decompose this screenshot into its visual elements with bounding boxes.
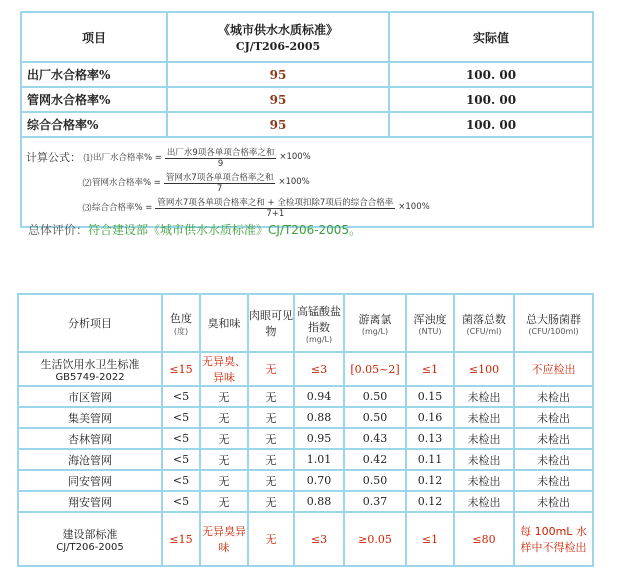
row-value: 无	[248, 449, 294, 470]
standard-value: 每 100mL 水样中不得检出	[514, 512, 593, 566]
col-header	[294, 294, 344, 352]
row-standard: 95	[167, 87, 389, 112]
row-value: 0.12	[406, 491, 454, 512]
standard-name-text: 建设部标准	[62, 527, 118, 541]
row-value: 未检出	[514, 491, 593, 512]
standard-value: 无异臭、异味	[200, 352, 248, 386]
formula-cell	[21, 137, 593, 227]
col-header	[454, 294, 514, 352]
row-value: 0.50	[344, 386, 406, 407]
standard-value: ≤1	[406, 352, 454, 386]
col-header-name: 肉眼可见物	[249, 309, 293, 338]
row-value: 0.43	[344, 428, 406, 449]
standard-value: ≤100	[454, 352, 514, 386]
formula-label: 计算公式：	[26, 151, 81, 164]
col-header-name: 游离氯	[358, 312, 392, 326]
standard-value: [0.05~2]	[344, 352, 406, 386]
header-actual: 实际值	[389, 12, 593, 62]
row-standard: 95	[167, 62, 389, 87]
row-value: <5	[162, 386, 200, 407]
formula-fraction	[155, 196, 395, 219]
standard-code: GB5749-2022	[55, 371, 125, 383]
row-value: 未检出	[514, 386, 593, 407]
row-name: 综合合格率%	[21, 112, 167, 137]
formula-prefix: 综合合格率% =	[92, 203, 153, 213]
table-row	[21, 62, 593, 87]
row-value: 无	[248, 386, 294, 407]
row-actual: 100. 00	[389, 62, 593, 87]
formula-suffix: ×100%	[278, 177, 310, 187]
row-value: 无	[248, 470, 294, 491]
formula-index: ⑵	[82, 178, 92, 189]
col-header-name: 总大肠菌群	[526, 312, 581, 326]
formula-suffix: ×100%	[398, 202, 430, 212]
formula-numerator: 管网水7项各单项合格率之和 + 全检项扣除7项后的综合合格率	[157, 197, 394, 208]
formula-suffix: ×100%	[279, 152, 311, 162]
col-header	[344, 294, 406, 352]
row-value: 0.13	[406, 428, 454, 449]
standard-name-text: 生活饮用水卫生标准	[40, 357, 140, 371]
formula-line-2	[82, 171, 588, 194]
row-value: 无	[200, 386, 248, 407]
formula-fraction	[164, 171, 275, 194]
evaluation-text: 符合建设部《城市供水水质标准》CJ/T206-2005。	[88, 223, 362, 237]
overall-evaluation	[28, 221, 361, 238]
table-row	[18, 470, 593, 491]
row-value: 未检出	[454, 386, 514, 407]
row-value: 0.50	[344, 407, 406, 428]
formula-prefix: 出厂水合格率% =	[93, 153, 162, 163]
formula-fraction	[165, 146, 276, 169]
standard-name	[18, 352, 162, 386]
standard-value: ≤1	[406, 512, 454, 566]
row-value: 0.95	[294, 428, 344, 449]
col-header-unit: (CFU/100ml)	[528, 326, 579, 336]
standard-name	[18, 512, 162, 566]
row-value: 0.42	[344, 449, 406, 470]
row-value: <5	[162, 407, 200, 428]
row-value: 无	[200, 449, 248, 470]
col-header	[200, 294, 248, 352]
col-header-name: 臭和味	[207, 317, 241, 330]
row-value: 未检出	[514, 449, 593, 470]
standard-value: 无	[248, 512, 294, 566]
row-value: 0.12	[406, 470, 454, 491]
col-header-unit: (NTU)	[418, 326, 442, 336]
row-value: 1.01	[294, 449, 344, 470]
row-value: 0.50	[344, 470, 406, 491]
standard-code: CJ/T206-2005	[56, 541, 124, 553]
standard-row	[18, 352, 593, 386]
table-row	[18, 449, 593, 470]
table-row	[18, 407, 593, 428]
table-row	[21, 112, 593, 137]
row-value: 0.11	[406, 449, 454, 470]
row-value: 无	[200, 470, 248, 491]
col-header-name: 浑浊度	[413, 312, 447, 326]
col-header	[514, 294, 593, 352]
formula-numerator: 出厂水9项各单项合格率之和	[166, 147, 275, 158]
row-value: <5	[162, 491, 200, 512]
row-name: 出厂水合格率%	[21, 62, 167, 87]
formula-denominator: 7	[216, 183, 223, 194]
analysis-table	[17, 293, 594, 567]
formula-line-1	[26, 146, 588, 169]
standard-value: ≤15	[162, 512, 200, 566]
col-header-name: 高锰酸盐指数	[297, 304, 341, 334]
row-value: 未检出	[454, 491, 514, 512]
header-item: 项目	[21, 12, 167, 62]
standard-row	[18, 512, 593, 566]
col-header-unit: (mg/L)	[305, 334, 333, 344]
col-header-name: 菌落总数	[462, 312, 506, 326]
col-header-name: 分析项目	[68, 317, 112, 330]
row-value: 无	[248, 428, 294, 449]
row-name: 杏林管网	[18, 428, 162, 449]
row-value: 无	[200, 407, 248, 428]
row-value: 0.88	[294, 407, 344, 428]
row-actual: 100. 00	[389, 112, 593, 137]
row-name: 管网水合格率%	[21, 87, 167, 112]
standard-value: 不应检出	[514, 352, 593, 386]
standard-value: 无	[248, 352, 294, 386]
standard-value: ≤3	[294, 512, 344, 566]
compliance-table	[20, 11, 594, 228]
formula-index: ⑶	[82, 203, 92, 214]
row-value: 0.15	[406, 386, 454, 407]
row-name: 翔安管网	[18, 491, 162, 512]
row-standard: 95	[167, 112, 389, 137]
row-value: <5	[162, 449, 200, 470]
row-value: <5	[162, 470, 200, 491]
standard-value: 无异臭异味	[200, 512, 248, 566]
col-header	[248, 294, 294, 352]
formula-line-3	[82, 196, 588, 219]
formula-numerator: 管网水7项各单项合格率之和	[165, 172, 274, 183]
formula-index: ⑴	[83, 153, 93, 164]
table-row	[18, 491, 593, 512]
header-standard	[167, 12, 389, 62]
formula-denominator: 7+1	[266, 208, 285, 219]
row-value: 无	[200, 491, 248, 512]
standard-value: ≤80	[454, 512, 514, 566]
standard-value: ≤15	[162, 352, 200, 386]
row-name: 市区管网	[18, 386, 162, 407]
row-value: 0.88	[294, 491, 344, 512]
standard-code: CJ/T206-2005	[235, 40, 321, 53]
row-value: <5	[162, 428, 200, 449]
row-value: 无	[248, 407, 294, 428]
col-header-unit: (度)	[173, 326, 189, 336]
row-value: 未检出	[514, 428, 593, 449]
row-actual: 100. 00	[389, 87, 593, 112]
row-name: 同安管网	[18, 470, 162, 491]
header-row	[18, 294, 593, 352]
row-value: 0.16	[406, 407, 454, 428]
row-value: 无	[200, 428, 248, 449]
col-header	[18, 294, 162, 352]
col-header-unit: (CFU/ml)	[466, 326, 502, 336]
formula-prefix: 管网水合格率% =	[92, 178, 161, 188]
row-name: 集美管网	[18, 407, 162, 428]
col-header	[406, 294, 454, 352]
row-value: 未检出	[514, 407, 593, 428]
table-row	[18, 386, 593, 407]
formula-denominator: 9	[217, 158, 224, 169]
col-header-unit: (mg/L)	[361, 326, 389, 336]
col-header	[162, 294, 200, 352]
standard-value: ≥0.05	[344, 512, 406, 566]
table-row	[21, 87, 593, 112]
row-value: 0.70	[294, 470, 344, 491]
standard-title: 《城市供水水质标准》	[217, 23, 338, 37]
evaluation-label: 总体评价：	[28, 223, 89, 237]
row-value: 0.94	[294, 386, 344, 407]
table-row	[18, 428, 593, 449]
standard-value: ≤3	[294, 352, 344, 386]
row-value: 未检出	[514, 470, 593, 491]
row-name: 海沧管网	[18, 449, 162, 470]
col-header-name: 色度	[170, 311, 192, 325]
row-value: 未检出	[454, 428, 514, 449]
row-value: 未检出	[454, 470, 514, 491]
row-value: 未检出	[454, 407, 514, 428]
row-value: 0.37	[344, 491, 406, 512]
row-value: 无	[248, 491, 294, 512]
row-value: 未检出	[454, 449, 514, 470]
